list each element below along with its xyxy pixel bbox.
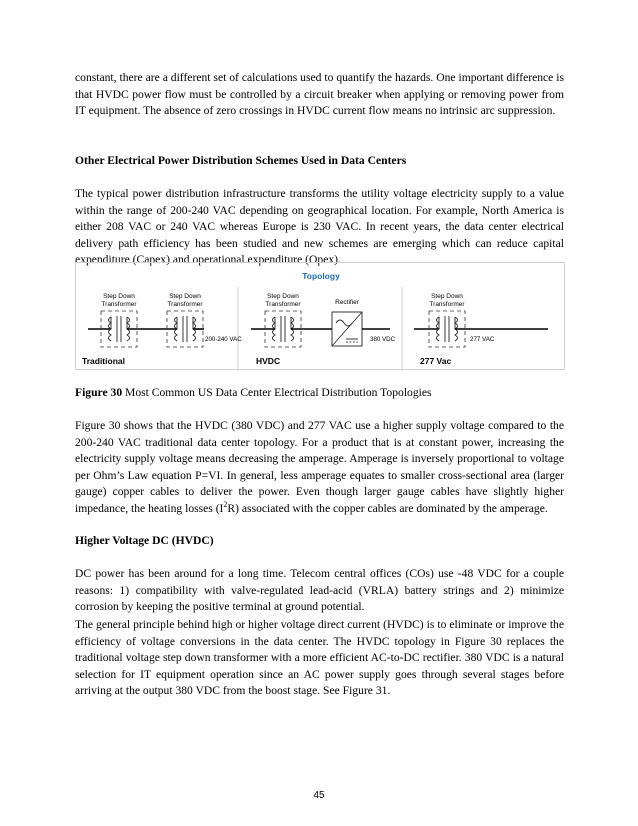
vac277-label: 277 Vac — [420, 356, 452, 366]
figure-title: Topology — [302, 271, 340, 281]
voltage-label-200-240: 200-240 VAC — [205, 336, 242, 343]
rectifier-symbol — [332, 312, 362, 346]
figure-caption-text: Most Common US Data Center Electrical Distribution Topologies — [122, 386, 432, 399]
paragraph-text: R) associated with the copper cables are dominated by the amperage. — [227, 501, 548, 515]
paragraph-intro: constant, there are a different set of calculations used to quantify the hazards. One important difference is that HVDC power flow must be controlled by a circuit breaker when applying or removing power from IT equipment. The absence of zero crossings in HVDC current flow means no intrinsic arc suppression. — [75, 71, 564, 118]
topology-figure — [75, 262, 565, 370]
paragraph-text: Figure 30 shows that the HVDC (380 VDC) and 277 VAC use a higher supply voltage compared to the 200-240 VAC traditional data center topology. For a product that is at constant power, increasing the electricity supply voltage means decreasing the amperage. Amperage is inversely proportional to voltage per Ohm’s Law equation P=VI. In general, less amperage equates to smaller cross-sectional area (larger gauge) copper cables to deliver the power. Even though larger gauge cables have slightly higher impedance, the heating losses (I — [75, 419, 564, 515]
figure-caption-label: Figure 30 — [75, 386, 123, 399]
transformer-label-line1: Step Down — [431, 293, 463, 300]
hvdc-label: HVDC — [256, 356, 281, 366]
transformer-label-line2: Transformer — [429, 301, 465, 308]
voltage-label-277: 277 VAC — [470, 336, 495, 343]
paragraph-hvdc-principle: The general principle behind high or higher voltage direct current (HVDC) is to eliminate or improve the efficiency of voltage conversions in the data center. The HVDC topology in Figure 30 replaces the traditional voltage step down transformer with a more efficient AC-to-DC rectifier. 380 VDC is a natural selection for IT equipment operation since an AC power supply goes through several stages before arriving at the output 380 VDC from the boost stage. See Figure 31. — [75, 618, 564, 698]
traditional-label: Traditional — [82, 356, 125, 366]
paragraph-topology-comparison — [75, 418, 564, 518]
voltage-label-380: 380 VDC — [370, 336, 396, 343]
heading-other-schemes: Other Electrical Power Distribution Schemes Used in Data Centers — [75, 154, 407, 167]
transformer-label-line2: Transformer — [265, 301, 301, 308]
transformer-label-line1: Step Down — [267, 293, 299, 300]
heading-hvdc: Higher Voltage DC (HVDC) — [75, 534, 214, 547]
transformer-label-line1: Step Down — [169, 293, 201, 300]
transformer-label-line1: Step Down — [103, 293, 135, 300]
transformer-label-line2: Transformer — [101, 301, 137, 308]
figure-caption — [75, 385, 432, 402]
superscript: 2 — [223, 500, 228, 510]
paragraph-dc-power: DC power has been around for a long time. Telecom central offices (COs) use -48 VDC for a couple reasons: 1) compatibility with valve-regulated lead-acid (VRLA) battery strings and 2) minimize corrosion by keeping the positive terminal at ground potential. — [75, 567, 564, 614]
transformer-label-line2: Transformer — [167, 301, 203, 308]
topology-diagram — [76, 263, 566, 371]
page-number: 45 — [313, 790, 325, 801]
rectifier-label: Rectifier — [335, 299, 359, 306]
paragraph-distribution: The typical power distribution infrastructure transforms the utility voltage electricity supply to a value within the range of 200-240 VAC depending on geographical location. For example, North America is either 208 VAC or 240 VAC whereas Europe is 230 VAC. In recent years, the data center electrical delivery path efficiency has been studied and new schemes are emerging which can reduce capital expenditure (Capex) and operational expenditure (Opex). — [75, 187, 564, 267]
